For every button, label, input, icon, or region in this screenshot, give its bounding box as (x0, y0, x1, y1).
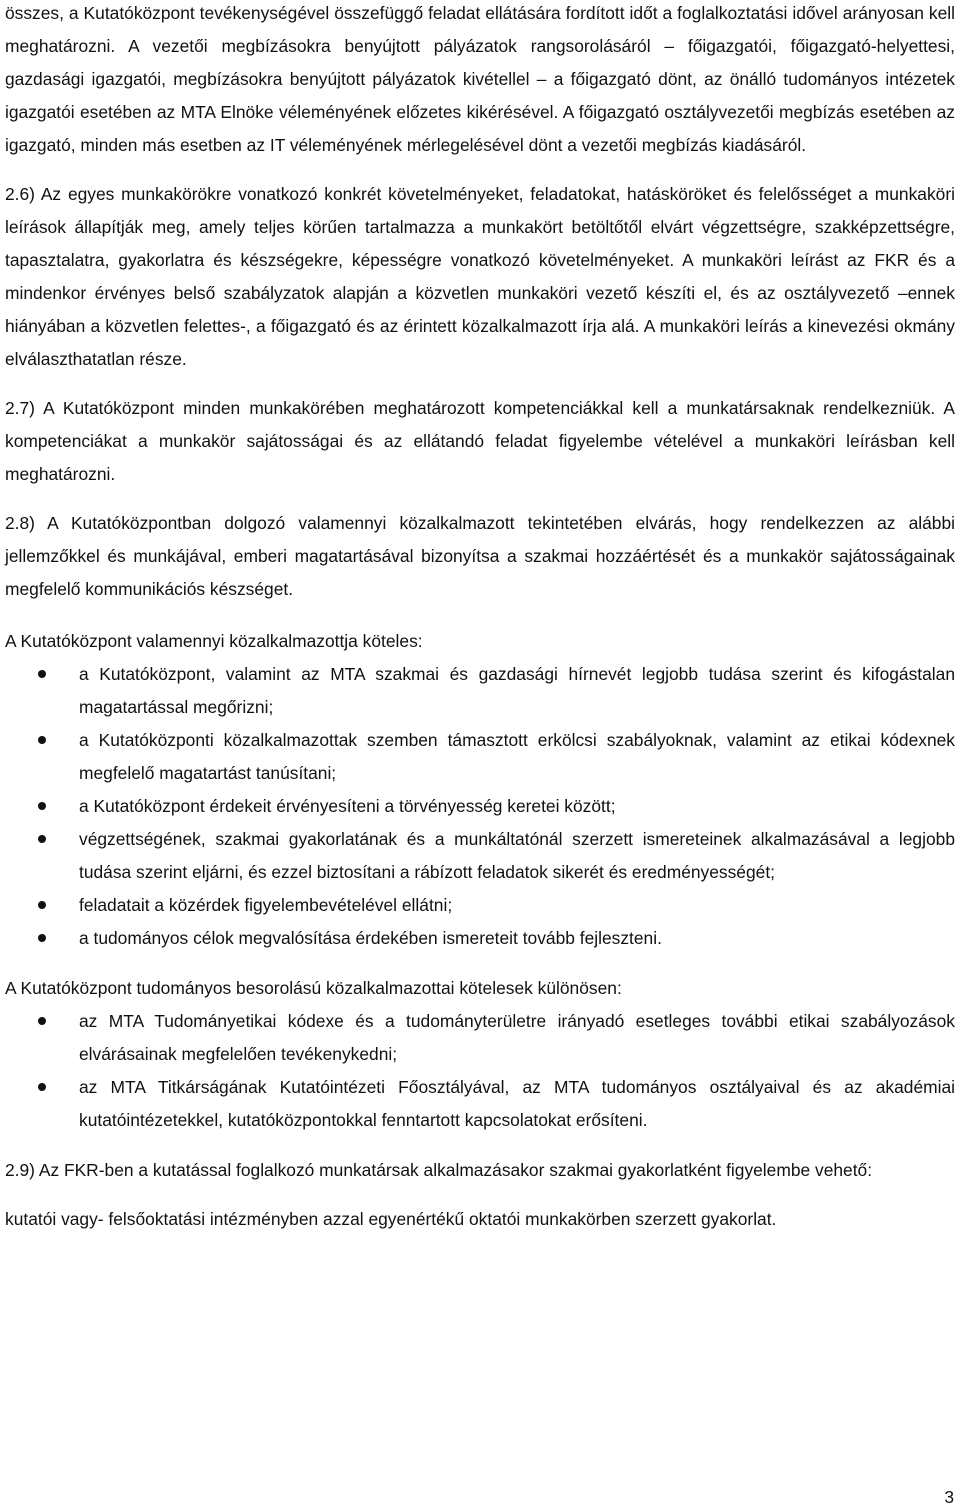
paragraph-2-7: 2.7) A Kutatóközpont minden munkakörében meghatározott kompetenciákkal kell a munkatársaknak rendelkezniük. A kompetenciákat a munkakör sajátosságai és az ellátandó feladat figyelembe vételével a munkaköri leírásban kell meghatározni. (5, 398, 955, 484)
list-item: feladatait a közérdek figyelembevételével ellátni; (5, 889, 955, 922)
paragraph-intro: összes, a Kutatóközpont tevékenységével összefüggő feladat ellátására fordított időt a foglalkoztatási idővel arányosan kell meghatározni. A vezetői megbízásokra benyújtott pályázatok rangsorolásáról – főigazgatói, főigazgató-helyettesi, gazdasági igazgatói, megbízásokra benyújtott pályázatok kivétellel – a főigazgató dönt, az önálló tudományos intézetek igazgatói esetében az MTA Elnöke véleményének előzetes kikérésével. A főigazgató osztályvezetői megbízás esetében az igazgató, minden más esetben az IT véleményének mérlegelésével dönt a vezetői megbízás kiadásáról. (5, 3, 955, 155)
list-1-intro: A Kutatóközpont valamennyi közalkalmazottja köteles: (5, 631, 423, 651)
scientific-obligations-list (5, 1005, 955, 1137)
list-item: a tudományos célok megvalósítása érdekében ismereteit tovább fejleszteni. (5, 922, 955, 955)
list-item: a Kutatóközpont érdekeit érvényesíteni a törvényesség keretei között; (5, 790, 955, 823)
list-item: a Kutatóközpont, valamint az MTA szakmai és gazdasági hírnevét legjobb tudása szerint és kifogástalan magatartással megőrizni; (5, 658, 955, 724)
list-item: végzettségének, szakmai gyakorlatának és a munkáltatónál szerzett ismereteinek alkalmazásával a legjobb tudása szerint eljárni, és ezzel biztosítani a rábízott feladatok sikerét és eredményességét; (5, 823, 955, 889)
paragraph-2-6: 2.6) Az egyes munkakörökre vonatkozó konkrét követelményeket, feladatokat, hatásköröket és felelősséget a munkaköri leírások állapítják meg, amely teljes körűen tartalmazza a munkakört betöltőtől elvárt végzettségre, szakképzettségre, tapasztalatra, gyakorlatra és készségekre, képességre vonatkozó követelményeket. A munkaköri leírást az FKR és a mindenkor érvényes belső szabályzatok alapján a közvetlen munkaköri vezető készíti el, és az osztályvezető –ennek hiányában a közvetlen felettes-, a főigazgató és az érintett közalkalmazott írja alá. A munkaköri leírás a kinevezési okmány elválaszthatatlan része. (5, 184, 955, 369)
list-item: az MTA Tudományetikai kódexe és a tudományterületre irányadó esetleges további etikai szabályozások elvárásainak megfelelően tevékenykedni; (5, 1005, 955, 1071)
paragraph-last: kutatói vagy- felsőoktatási intézményben azzal egyenértékű oktatói munkakörben szerzett gyakorlat. (5, 1209, 777, 1229)
page-number: 3 (944, 1487, 954, 1507)
list-item: az MTA Titkárságának Kutatóintézeti Főosztályával, az MTA tudományos osztályaival és az akadémiai kutatóintézetekkel, kutatóközpontokkal fenntartott kapcsolatokat erősíteni. (5, 1071, 955, 1137)
paragraph-2-9: 2.9) Az FKR-ben a kutatással foglalkozó munkatársak alkalmazásakor szakmai gyakorlatként figyelembe vehető: (5, 1160, 873, 1180)
obligations-list (5, 658, 955, 955)
list-2-intro: A Kutatóközpont tudományos besorolású közalkalmazottai kötelesek különösen: (5, 978, 622, 998)
paragraph-2-8: 2.8) A Kutatóközpontban dolgozó valamennyi közalkalmazott tekintetében elvárás, hogy rendelkezzen az alábbi jellemzőkkel és munkájával, emberi magatartásával bizonyítsa a szakmai hozzáértését és a munkakör sajátosságainak megfelelő kommunikációs készséget. (5, 513, 955, 599)
list-item: a Kutatóközponti közalkalmazottak szemben támasztott erkölcsi szabályoknak, valamint az etikai kódexnek megfelelő magatartást tanúsítani; (5, 724, 955, 790)
document-page (5, 0, 955, 1236)
